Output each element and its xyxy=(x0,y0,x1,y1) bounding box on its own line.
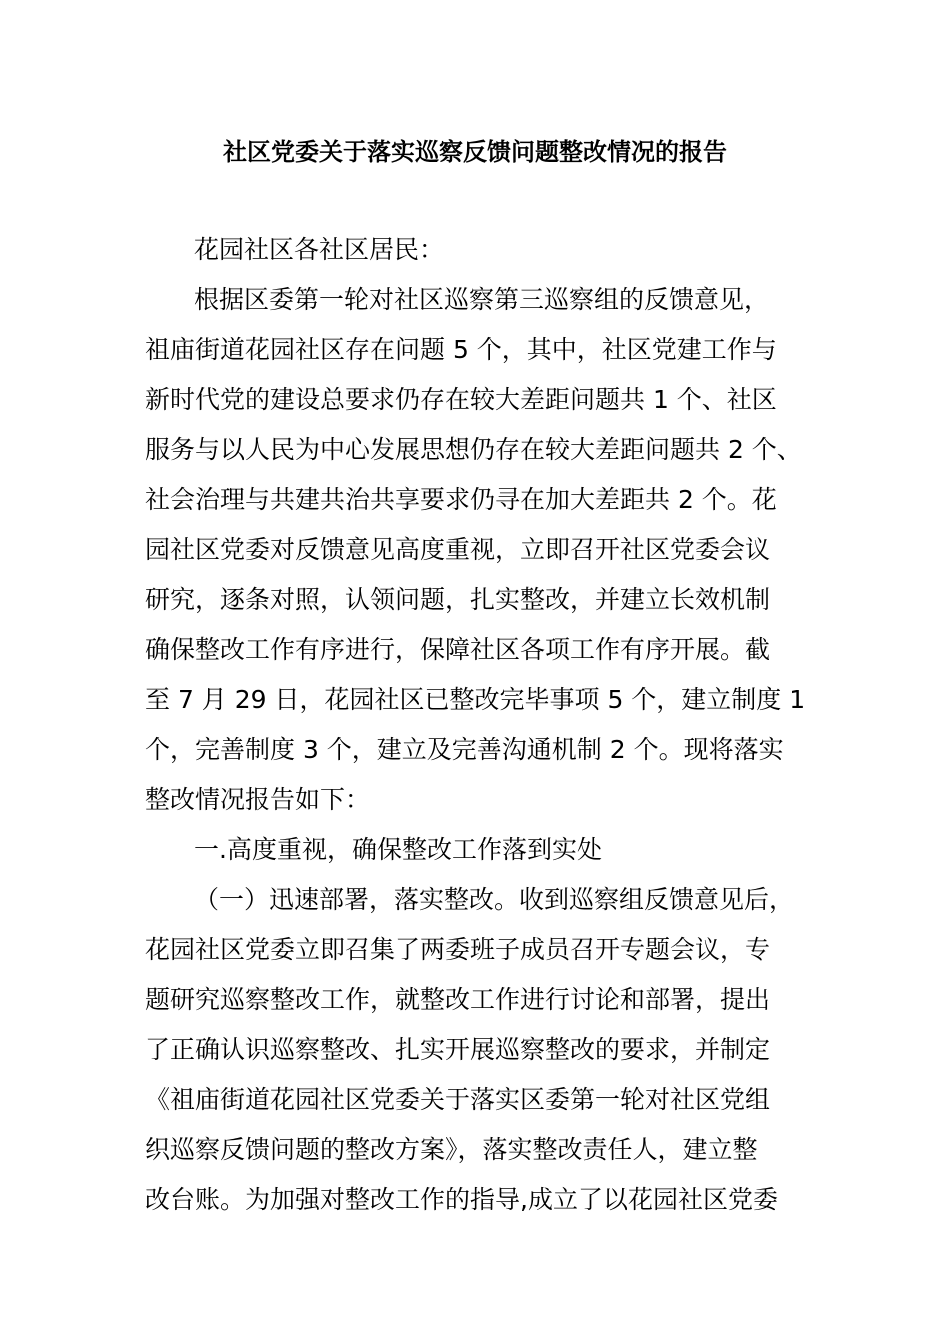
body-line: 社会治理与共建共治共享要求仍寻在加大差距共 2 个。花 xyxy=(145,485,777,514)
body-line: 花园社区党委立即召集了两委班子成员召开专题会议，专 xyxy=(145,935,771,964)
body-line: 改台账。为加强对整改工作的指导,成立了以花园社区党委 xyxy=(145,1185,778,1214)
body-line: 新时代党的建设总要求仍存在较大差距问题共 1 个、社区 xyxy=(145,385,777,414)
body-line: 整改情况报告如下： xyxy=(145,785,371,814)
body-line: 个，完善制度 3 个，建立及完善沟通机制 2 个。现将落实 xyxy=(145,735,784,764)
body-line: （一）迅速部署，落实整改。收到巡察组反馈意见后， xyxy=(194,885,795,914)
section-heading: 一.高度重视，确保整改工作落到实处 xyxy=(194,835,602,864)
body-line: 至 7 月 29 日，花园社区已整改完毕事项 5 个，建立制度 1 xyxy=(145,685,806,714)
body-line: 题研究巡察整改工作，就整改工作进行讨论和部署，提出 xyxy=(145,985,771,1014)
document-title: 社区党委关于落实巡察反馈问题整改情况的报告 xyxy=(223,138,727,166)
body-line: 研究，逐条对照，认领问题，扎实整改，并建立长效机制 xyxy=(145,585,771,614)
body-line: 祖庙街道花园社区存在问题 5 个，其中，社区党建工作与 xyxy=(145,335,777,364)
salutation: 花园社区各社区居民： xyxy=(194,235,445,264)
body-line: 服务与以人民为中心发展思想仍存在较大差距问题共 2 个、 xyxy=(145,435,802,464)
body-line: 确保整改工作有序进行，保障社区各项工作有序开展。截 xyxy=(145,635,771,664)
body-line: 《祖庙街道花园社区党委关于落实区委第一轮对社区党组 xyxy=(145,1085,771,1114)
body-line: 园社区党委对反馈意见高度重视，立即召开社区党委会议 xyxy=(145,535,771,564)
body-line: 织巡察反馈问题的整改方案》，落实整改责任人，建立整 xyxy=(145,1135,758,1164)
body-line: 了正确认识巡察整改、扎实开展巡察整改的要求，并制定 xyxy=(145,1035,771,1064)
body-line: 根据区委第一轮对社区巡察第三巡察组的反馈意见， xyxy=(194,285,770,314)
